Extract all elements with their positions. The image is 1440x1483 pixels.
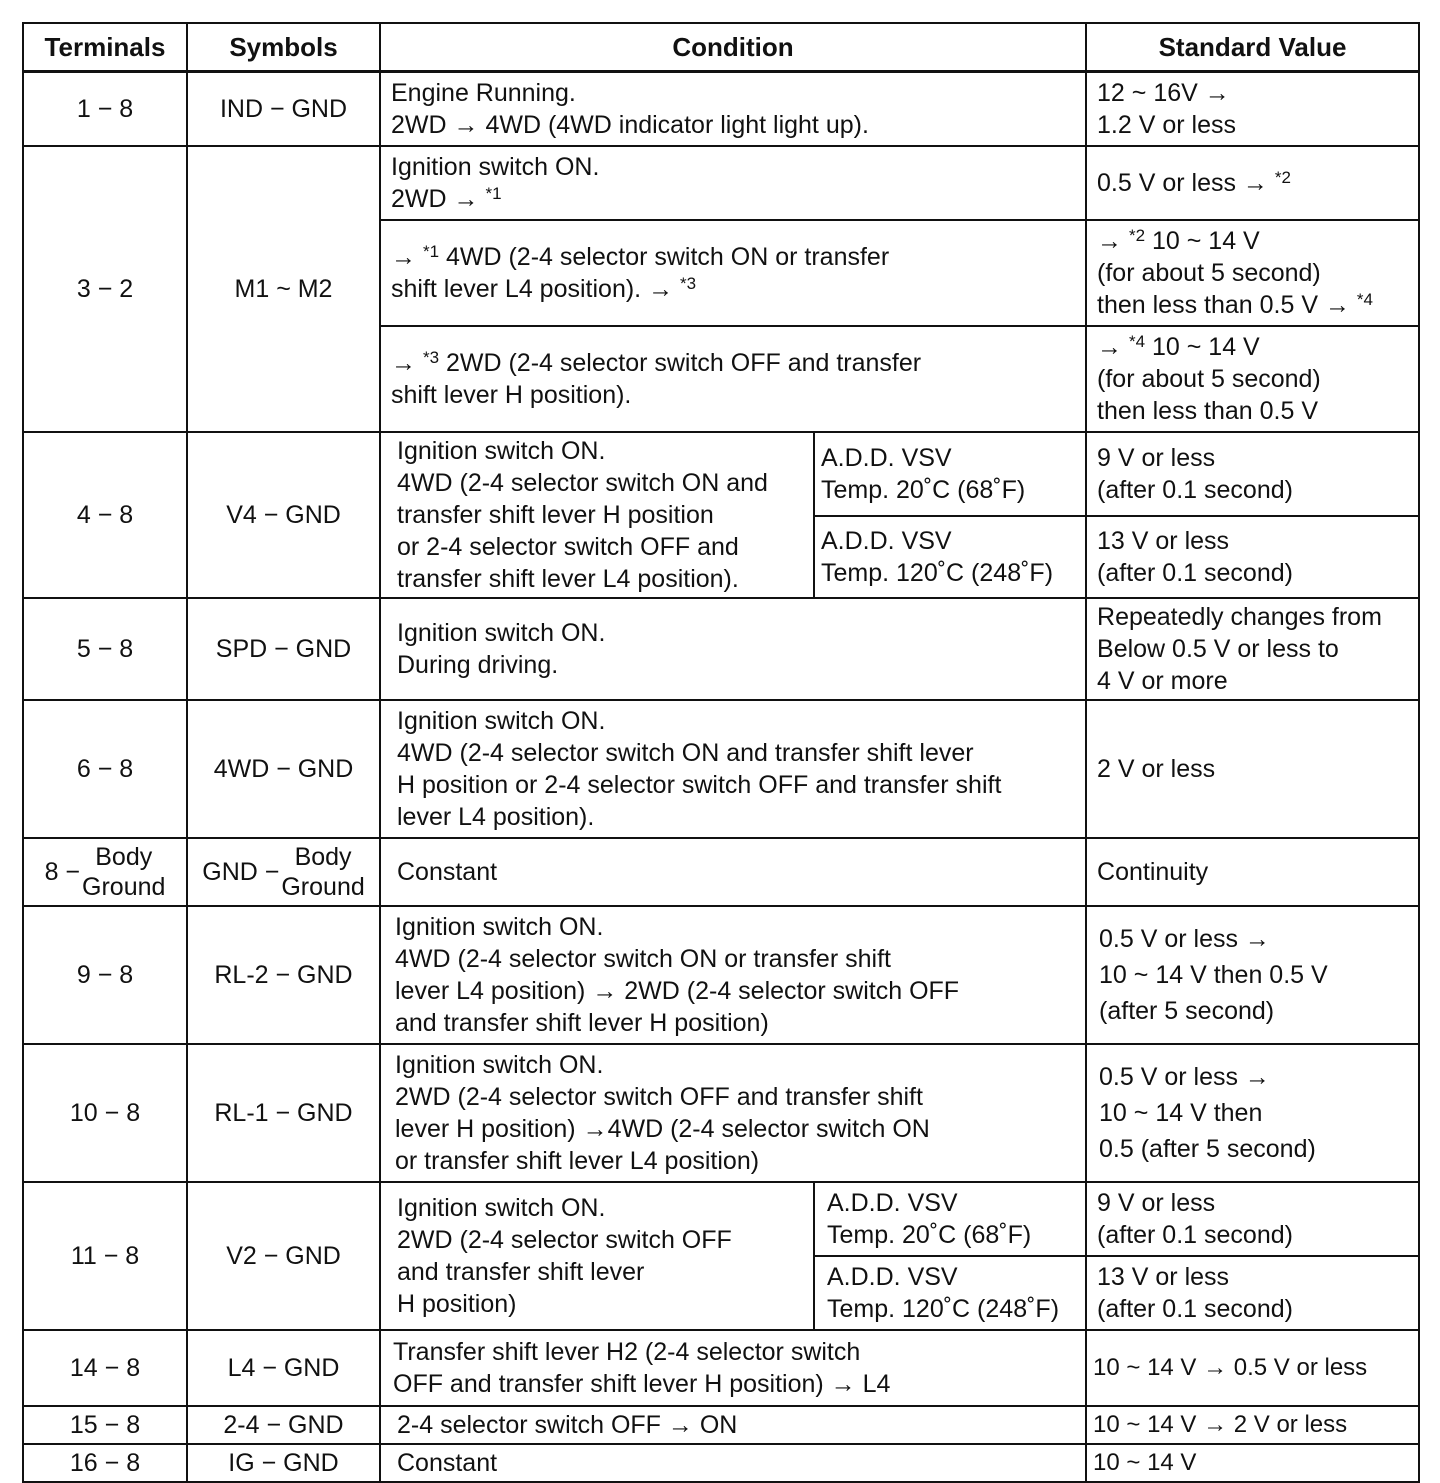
- value-cell: Continuity: [1086, 838, 1419, 906]
- arrow-text: →: [391, 243, 423, 271]
- condition-text: 2WD (2-4 selector switch OFF and transfer shift lever H position).: [391, 349, 922, 409]
- terminals-cell: 5 − 8: [23, 598, 187, 700]
- table-row: [23, 1406, 1419, 1444]
- table-row: [23, 1330, 1419, 1406]
- terminals-cell: [23, 838, 187, 906]
- condition-cell: Transfer shift lever H2 (2-4 selector switch OFF and transfer shift lever H position) → L4: [380, 1330, 1086, 1406]
- value-cell: 10 ~ 14 V → 2 V or less: [1086, 1406, 1419, 1444]
- table-row: [23, 432, 1419, 516]
- symbols-prefix: GND −: [202, 858, 280, 886]
- condition-cell: Ignition switch ON. 2WD (2-4 selector switch OFF and transfer shift lever H position) →4WD (2-4 selector switch ON or transfer shift lever L4 position): [380, 1044, 1086, 1182]
- arrow-text: →: [1097, 333, 1129, 361]
- terminals-cell: 16 − 8: [23, 1444, 187, 1482]
- condition-cell: 2-4 selector switch OFF → ON: [380, 1406, 1086, 1444]
- table-row: [23, 146, 1419, 220]
- sub-condition-cell: A.D.D. VSV Temp. 120˚C (248˚F): [814, 516, 1086, 598]
- condition-cell: Ignition switch ON. 2WD (2-4 selector switch OFF and transfer shift lever H position): [380, 1182, 814, 1330]
- terminals-cell: 14 − 8: [23, 1330, 187, 1406]
- condition-cell: Engine Running. 2WD → 4WD (4WD indicator light light up).: [380, 72, 1086, 147]
- footnote-marker: *2: [1274, 168, 1291, 187]
- value-text: 0.5 V or less →: [1097, 169, 1275, 197]
- header-symbols: Symbols: [187, 23, 380, 72]
- value-cell: [1086, 326, 1419, 432]
- symbols-cell: SPD − GND: [187, 598, 380, 700]
- condition-cell: Ignition switch ON. 4WD (2-4 selector switch ON and transfer shift lever H position or 2-4 selector switch OFF and transfer shift lever L4 position).: [380, 700, 1086, 838]
- sub-condition-cell: A.D.D. VSV Temp. 20˚C (68˚F): [814, 432, 1086, 516]
- footnote-marker: *3: [680, 274, 697, 293]
- value-cell: 13 V or less (after 0.1 second): [1086, 1256, 1419, 1330]
- arrow-text: →: [1097, 227, 1129, 255]
- symbols-cell: IND − GND: [187, 72, 380, 147]
- value-text: 10 ~ 14 V (for about 5 second) then less than 0.5 V →: [1097, 227, 1350, 319]
- footnote-marker: *3: [422, 348, 440, 367]
- condition-cell: [380, 326, 1086, 432]
- table-row: [23, 1444, 1419, 1482]
- symbols-cell: V2 − GND: [187, 1182, 380, 1330]
- condition-cell: [380, 220, 1086, 326]
- symbols-cell: L4 − GND: [187, 1330, 380, 1406]
- terminals-cell: 15 − 8: [23, 1406, 187, 1444]
- symbols-cell: 2-4 − GND: [187, 1406, 380, 1444]
- symbols-cell: RL-2 − GND: [187, 906, 380, 1044]
- header-row: [23, 23, 1419, 72]
- terminals-cell: 9 − 8: [23, 906, 187, 1044]
- table-row: [23, 700, 1419, 838]
- table-row: [23, 72, 1419, 147]
- terminal-spec-table: [22, 22, 1420, 1483]
- sub-condition-cell: A.D.D. VSV Temp. 20˚C (68˚F): [814, 1182, 1086, 1256]
- footnote-marker: *4: [1356, 290, 1373, 309]
- symbols-cell: M1 ~ M2: [187, 146, 380, 432]
- value-cell: 10 ~ 14 V → 0.5 V or less: [1086, 1330, 1419, 1406]
- condition-text: 4WD (2-4 selector switch ON or transfer shift lever L4 position). →: [391, 243, 890, 303]
- terminals-cell: 11 − 8: [23, 1182, 187, 1330]
- value-cell: [1086, 220, 1419, 326]
- footnote-marker: *4: [1128, 332, 1146, 351]
- value-cell: 9 V or less (after 0.1 second): [1086, 1182, 1419, 1256]
- terminals-cell: 6 − 8: [23, 700, 187, 838]
- terminals-top: Body: [95, 843, 153, 871]
- symbols-cell: RL-1 − GND: [187, 1044, 380, 1182]
- header-terminals: Terminals: [23, 23, 187, 72]
- value-cell: 12 ~ 16V → 1.2 V or less: [1086, 72, 1419, 147]
- condition-cell: Ignition switch ON. During driving.: [380, 598, 1086, 700]
- table-row: [23, 1044, 1419, 1182]
- condition-cell: Constant: [380, 1444, 1086, 1482]
- symbols-cell: [187, 838, 380, 906]
- condition-cell: Ignition switch ON. 4WD (2-4 selector switch ON and transfer shift lever H position or 2-4 selector switch OFF and transfer shift lever L4 position).: [380, 432, 814, 598]
- terminals-cell: 4 − 8: [23, 432, 187, 598]
- symbols-top: Body: [294, 843, 352, 871]
- terminals-bottom: Ground: [82, 873, 166, 901]
- footnote-marker: *1: [422, 242, 440, 261]
- terminals-prefix: 8 −: [44, 858, 81, 886]
- header-condition: Condition: [380, 23, 1086, 72]
- value-cell: [1086, 146, 1419, 220]
- condition-text: Ignition switch ON. 2WD →: [391, 153, 600, 213]
- arrow-text: →: [391, 349, 423, 377]
- symbols-bottom: Ground: [281, 873, 365, 901]
- symbols-cell: IG − GND: [187, 1444, 380, 1482]
- value-text: 10 ~ 14 V (for about 5 second) then less than 0.5 V: [1097, 333, 1321, 425]
- table-row: [23, 838, 1419, 906]
- value-cell: 0.5 V or less → 10 ~ 14 V then 0.5 (after 5 second): [1086, 1044, 1419, 1182]
- terminals-cell: 3 − 2: [23, 146, 187, 432]
- symbols-cell: 4WD − GND: [187, 700, 380, 838]
- footnote-marker: *2: [1128, 226, 1146, 245]
- value-cell: 9 V or less (after 0.1 second): [1086, 432, 1419, 516]
- condition-cell: Ignition switch ON. 4WD (2-4 selector switch ON or transfer shift lever L4 position) → 2WD (2-4 selector switch OFF and transfer shift lever H position): [380, 906, 1086, 1044]
- value-cell: 10 ~ 14 V: [1086, 1444, 1419, 1482]
- terminals-cell: 1 − 8: [23, 72, 187, 147]
- symbols-cell: V4 − GND: [187, 432, 380, 598]
- table-row: [23, 906, 1419, 1044]
- value-cell: 2 V or less: [1086, 700, 1419, 838]
- value-cell: 13 V or less (after 0.1 second): [1086, 516, 1419, 598]
- footnote-marker: *1: [485, 184, 502, 203]
- condition-cell: Constant: [380, 838, 1086, 906]
- sub-condition-cell: A.D.D. VSV Temp. 120˚C (248˚F): [814, 1256, 1086, 1330]
- header-standard-value: Standard Value: [1086, 23, 1419, 72]
- terminals-cell: 10 − 8: [23, 1044, 187, 1182]
- table-row: [23, 1182, 1419, 1256]
- table-row: [23, 598, 1419, 700]
- value-cell: Repeatedly changes from Below 0.5 V or less to 4 V or more: [1086, 598, 1419, 700]
- condition-cell: [380, 146, 1086, 220]
- value-cell: 0.5 V or less → 10 ~ 14 V then 0.5 V (after 5 second): [1086, 906, 1419, 1044]
